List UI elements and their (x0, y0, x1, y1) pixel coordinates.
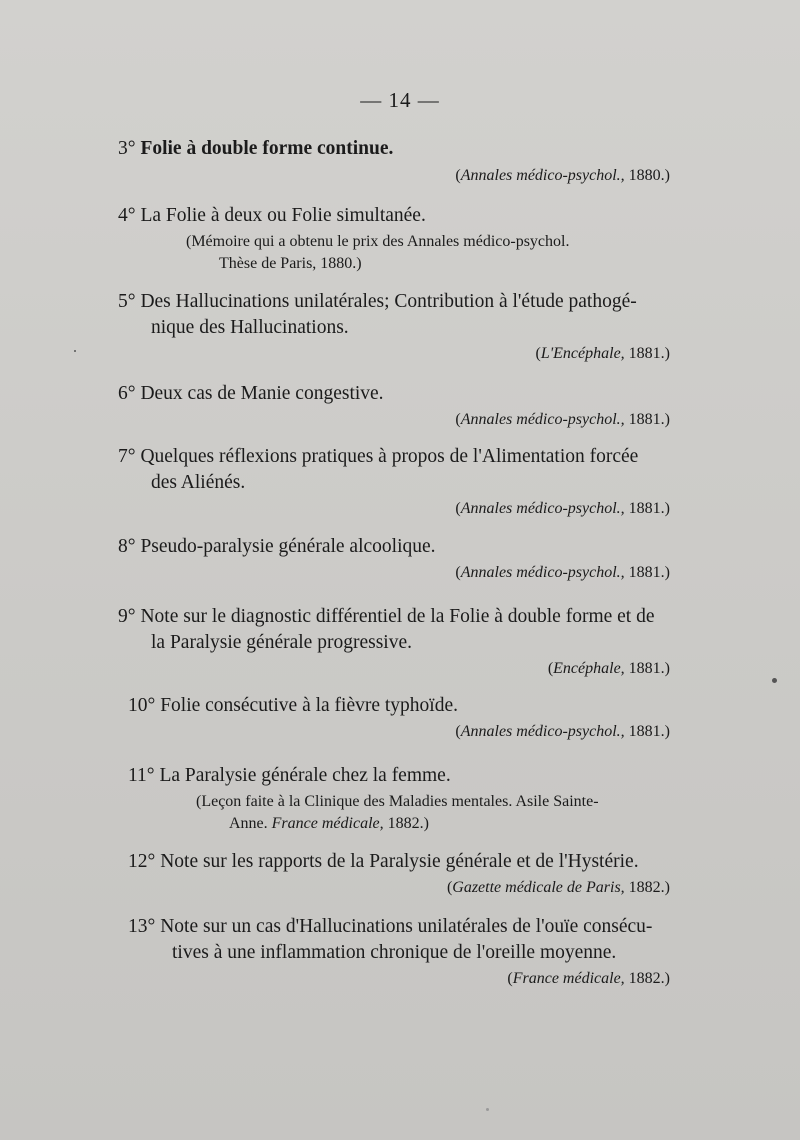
entry-title-text: La Folie à deux ou Folie simultanée. (140, 205, 426, 226)
source-journal: France médicale, (271, 815, 384, 832)
entry-title (0, 203, 800, 229)
bibliography-entry (0, 693, 800, 743)
bibliography-entry (0, 763, 800, 835)
paper-speck (486, 1108, 489, 1111)
entry-title (0, 914, 800, 966)
entry-source (0, 498, 800, 520)
source-year: 1881.) (624, 500, 670, 517)
entry-title (0, 534, 800, 560)
source-paren: ( (455, 411, 461, 428)
entry-source (0, 658, 800, 680)
source-line: (Leçon faite à la Clinique des Maladies mentales. Asile Sainte- (196, 793, 599, 810)
entry-title-text: nique des Hallucinations. (151, 317, 349, 338)
entry-title-text: La Paralysie générale chez la femme. (159, 765, 451, 786)
entry-title (0, 289, 800, 341)
entry-title-text: Folie à double forme continue. (140, 138, 394, 159)
page-number: — 14 — (360, 88, 440, 112)
entry-number: 5° (118, 291, 136, 312)
entry-title (0, 604, 800, 656)
source-journal: France médicale, (512, 970, 625, 987)
entry-number: 7° (118, 446, 136, 467)
entry-title-text: Note sur le diagnostic différentiel de la Folie à double forme et de (140, 606, 655, 627)
entry-source (0, 877, 800, 899)
entry-title-text: Des Hallucinations unilatérales; Contribution à l'étude pathogé- (140, 291, 637, 312)
paper-speck (772, 678, 777, 683)
source-paren: ( (455, 167, 461, 184)
bibliography-entry (0, 534, 800, 584)
bibliography-entry (0, 914, 800, 990)
entry-title-text: Note sur les rapports de la Paralysie générale et de l'Hystérie. (160, 851, 639, 872)
source-paren: ( (547, 660, 554, 677)
source-year: 1882.) (383, 815, 429, 832)
entry-source (0, 231, 800, 275)
source-journal: Annales médico-psychol., (460, 500, 625, 517)
source-journal: Annales médico-psychol., (460, 167, 625, 184)
bibliography-entry (0, 604, 800, 680)
source-line: Thèse de Paris, 1880.) (219, 255, 362, 272)
entry-title-text: Quelques réflexions pratiques à propos de l'Alimentation forcée (140, 446, 639, 467)
bibliography-entry (0, 136, 800, 187)
source-paren: ( (507, 970, 513, 987)
entry-number: 4° (118, 205, 136, 226)
source-year: 1881.) (624, 723, 670, 740)
bibliography-entry (0, 381, 800, 431)
entry-number: 12° (128, 851, 156, 872)
source-year: 1881.) (624, 564, 670, 581)
entry-number: 3° (118, 138, 136, 159)
entry-source (0, 343, 800, 365)
source-year: 1881.) (624, 345, 670, 362)
source-paren: ( (455, 500, 461, 517)
entry-number: 9° (118, 606, 136, 627)
entry-title-text: la Paralysie générale progressive. (151, 632, 412, 653)
source-line: Anne. France médicale, 1882.) (229, 815, 429, 832)
entry-source (0, 968, 800, 990)
entry-source (0, 721, 800, 743)
source-year: 1882.) (624, 970, 670, 987)
paper-speck (74, 350, 76, 352)
entry-title-text: des Aliénés. (151, 472, 246, 493)
entry-title (0, 849, 800, 875)
source-journal: L'Encéphale, (540, 345, 625, 362)
entry-number: 6° (118, 383, 136, 404)
entry-number: 8° (118, 536, 136, 557)
entry-title-text: Note sur un cas d'Hallucinations unilatérales de l'ouïe consécu- (160, 916, 653, 937)
entry-number: 13° (128, 916, 156, 937)
entry-number: 10° (128, 695, 156, 716)
bibliography-entry (0, 849, 800, 899)
source-journal: Annales médico-psychol., (460, 723, 625, 740)
source-journal: Encéphale, (553, 660, 625, 677)
entry-title (0, 763, 800, 789)
entry-source (0, 562, 800, 584)
bibliography-entry (0, 289, 800, 365)
source-journal: Annales médico-psychol., (460, 411, 625, 428)
source-line: (Mémoire qui a obtenu le prix des Annales médico-psychol. (186, 233, 570, 250)
entry-title (0, 136, 800, 162)
entry-number: 11° (128, 765, 155, 786)
entry-title (0, 693, 800, 719)
entry-title-text: Pseudo-paralysie générale alcoolique. (140, 536, 436, 557)
source-paren: ( (455, 723, 461, 740)
source-year: 1882.) (624, 879, 670, 896)
bibliography-entry (0, 444, 800, 520)
source-paren: ( (455, 564, 461, 581)
source-paren: ( (535, 345, 541, 362)
entry-title-text: Deux cas de Manie congestive. (140, 383, 384, 404)
entry-title-text: Folie consécutive à la fièvre typhoïde. (160, 695, 459, 716)
entry-title (0, 444, 800, 496)
bibliography-entry (0, 203, 800, 275)
source-journal: Annales médico-psychol., (460, 564, 625, 581)
source-year: 1880.) (624, 167, 670, 184)
entry-source (0, 409, 800, 431)
source-year: 1881.) (624, 660, 670, 677)
source-journal: Gazette médicale de Paris, (452, 879, 625, 896)
entry-source (0, 791, 800, 835)
entry-source (0, 165, 800, 187)
source-year: 1881.) (624, 411, 670, 428)
source-paren: ( (446, 879, 453, 896)
entry-title (0, 381, 800, 407)
entry-title-text: tives à une inflammation chronique de l'oreille moyenne. (172, 942, 617, 963)
